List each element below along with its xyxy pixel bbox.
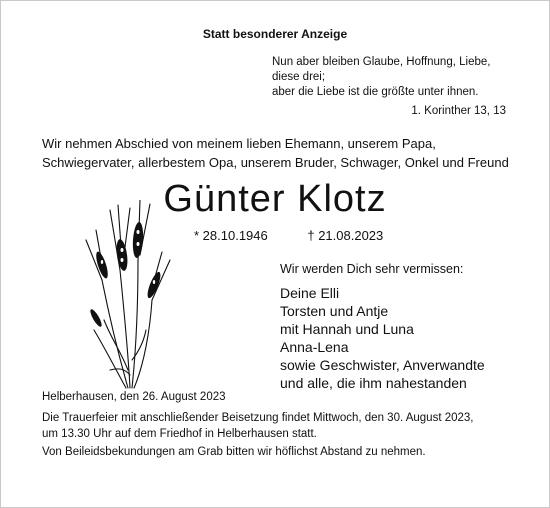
intro-line-2: Schwiegervater, allerbestem Opa, unserem Bruder, Schwager, Onkel und Freund bbox=[42, 155, 509, 170]
death-date: † 21.08.2023 bbox=[307, 228, 384, 243]
mourner-item: mit Hannah und Luna bbox=[280, 321, 414, 337]
miss-line: Wir werden Dich sehr vermissen: bbox=[280, 262, 464, 276]
funeral-line-2: um 13.30 Uhr auf dem Friedhof in Helberhausen statt. bbox=[42, 428, 317, 440]
condolence-note: Von Beileidsbekundungen am Grab bitten wir höflichst Abstand zu nehmen. bbox=[42, 446, 426, 458]
mourners-list bbox=[280, 284, 485, 392]
wheat-ears-icon bbox=[80, 200, 180, 390]
notice-heading: Statt besonderer Anzeige bbox=[202, 27, 348, 41]
funeral-details bbox=[42, 389, 522, 460]
funeral-line-1: Die Trauerfeier mit anschließender Beisetzung findet Mittwoch, den 30. August 2023, bbox=[42, 412, 474, 424]
mourner-item: sowie Geschwister, Anverwandte bbox=[280, 357, 485, 373]
quote-line-1: Nun aber bleiben Glaube, Hoffnung, Liebe, bbox=[272, 56, 491, 68]
mourner-item: Deine Elli bbox=[280, 285, 340, 301]
deceased-name: Günter Klotz bbox=[163, 178, 387, 220]
bible-quote bbox=[272, 55, 512, 119]
farewell-intro bbox=[42, 134, 522, 172]
quote-source: 1. Korinther 13, 13 bbox=[411, 105, 506, 117]
place-and-date: Helberhausen, den 26. August 2023 bbox=[42, 391, 226, 403]
mourner-item: Anna-Lena bbox=[280, 339, 349, 355]
mourner-item: Torsten und Antje bbox=[280, 303, 389, 319]
mourner-item: und alle, die ihm nahestanden bbox=[280, 375, 467, 391]
intro-line-1: Wir nehmen Abschied von meinem lieben Ehemann, unserem Papa, bbox=[42, 136, 436, 151]
birth-date: * 28.10.1946 bbox=[194, 228, 268, 243]
quote-line-2: diese drei; bbox=[272, 71, 326, 83]
life-dates bbox=[194, 228, 383, 243]
quote-line-3: aber die Liebe ist die größte unter ihnen. bbox=[272, 86, 479, 98]
